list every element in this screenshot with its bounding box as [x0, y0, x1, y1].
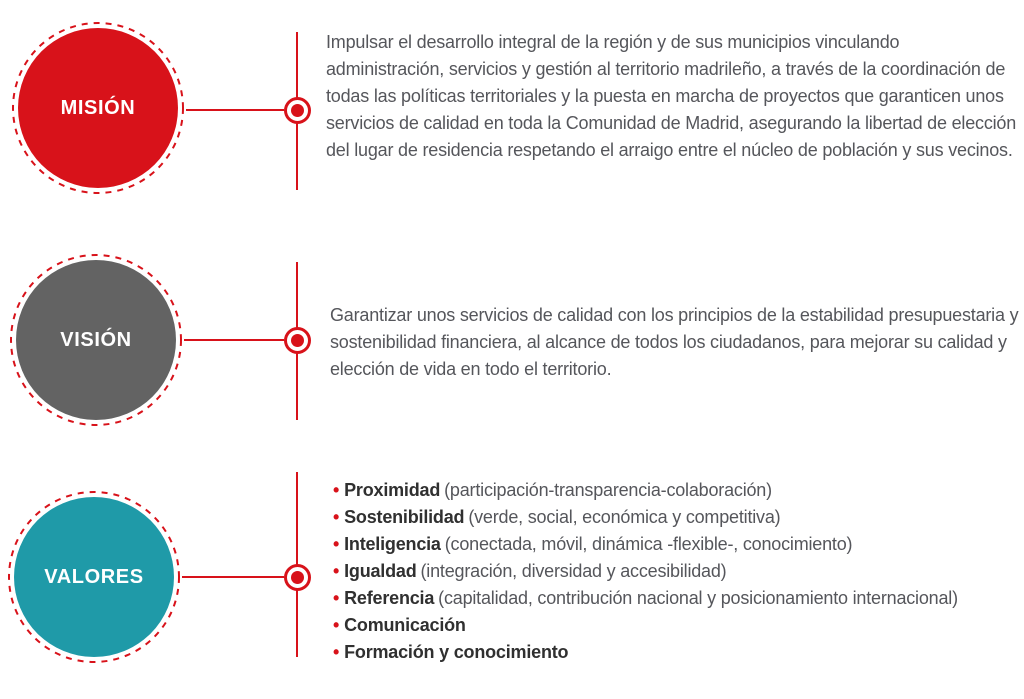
- valores-item-detail: (verde, social, económica y competitiva): [468, 507, 781, 527]
- valores-item-formacion: [333, 639, 993, 666]
- bullet-icon: •: [333, 615, 340, 635]
- valores-list: [333, 477, 993, 666]
- bullet-icon: •: [333, 561, 340, 581]
- valores-item-detail: (conectada, móvil, dinámica -flexible-, conocimiento): [444, 534, 853, 554]
- mision-bullseye-dot: [291, 104, 304, 117]
- valores-item-detail: (participación-transparencia-colaboración): [444, 480, 772, 500]
- valores-bullseye-icon: [284, 564, 311, 591]
- valores-item-detail: (integración, diversidad y accesibilidad): [420, 561, 727, 581]
- valores-item-comunicacion: [333, 612, 993, 639]
- valores-item-term: Proximidad: [344, 480, 441, 500]
- vision-label: VISIÓN: [60, 328, 132, 351]
- valores-horizontal-connector: [182, 576, 284, 578]
- mision-horizontal-connector: [186, 109, 284, 111]
- mision-label: MISIÓN: [60, 96, 136, 119]
- bullet-icon: •: [333, 480, 340, 500]
- valores-item-referencia: [333, 585, 993, 612]
- vision-bullseye-dot: [291, 334, 304, 347]
- mision-description: Impulsar el desarrollo integral de la región y de sus municipios vinculando administración, servicios y gestión al territorio madrileño, a través de la coordinación de todas las políticas territoriales y la puesta en marcha de proyectos que garanticen unos servicios de calidad en toda la Comunidad de Madrid, asegurando la libertad de elección del lugar de residencia respetando el arraigo entre el núcleo de población y sus vecinos.: [326, 32, 1017, 160]
- valores-circle-fill: [14, 497, 174, 657]
- mision-bullseye-icon: [284, 97, 311, 124]
- valores-item-inteligencia: [333, 531, 993, 558]
- bullet-icon: •: [333, 534, 340, 554]
- valores-item-term: Inteligencia: [344, 534, 441, 554]
- valores-item-term: Sostenibilidad: [344, 507, 465, 527]
- bullet-icon: •: [333, 642, 340, 662]
- mision-circle: [10, 20, 186, 196]
- vision-circle-fill: [16, 260, 176, 420]
- valores-bullseye-dot: [291, 571, 304, 584]
- bullet-icon: •: [333, 588, 340, 608]
- valores-item-sostenibilidad: [333, 504, 993, 531]
- valores-item-term: Formación y conocimiento: [344, 642, 569, 662]
- valores-item-detail: (capitalidad, contribución nacional y posicionamiento internacional): [438, 588, 958, 608]
- vision-horizontal-connector: [184, 339, 284, 341]
- valores-circle: [6, 489, 182, 665]
- valores-item-term: Referencia: [344, 588, 435, 608]
- valores-label: VALORES: [44, 565, 144, 588]
- valores-item-term: Comunicación: [344, 615, 466, 635]
- valores-item-proximidad: [333, 477, 993, 504]
- bullet-icon: •: [333, 507, 340, 527]
- mision-circle-fill: [18, 28, 178, 188]
- valores-item-igualdad: [333, 558, 993, 585]
- vision-bullseye-icon: [284, 327, 311, 354]
- vision-description: Garantizar unos servicios de calidad con los principios de la estabilidad presupuestaria y sostenibilidad financiera, al alcance de todos los ciudadanos, para mejorar su calidad y elección de vida en todo el territorio.: [330, 305, 1019, 379]
- vision-circle: [8, 252, 184, 428]
- valores-item-term: Igualdad: [344, 561, 417, 581]
